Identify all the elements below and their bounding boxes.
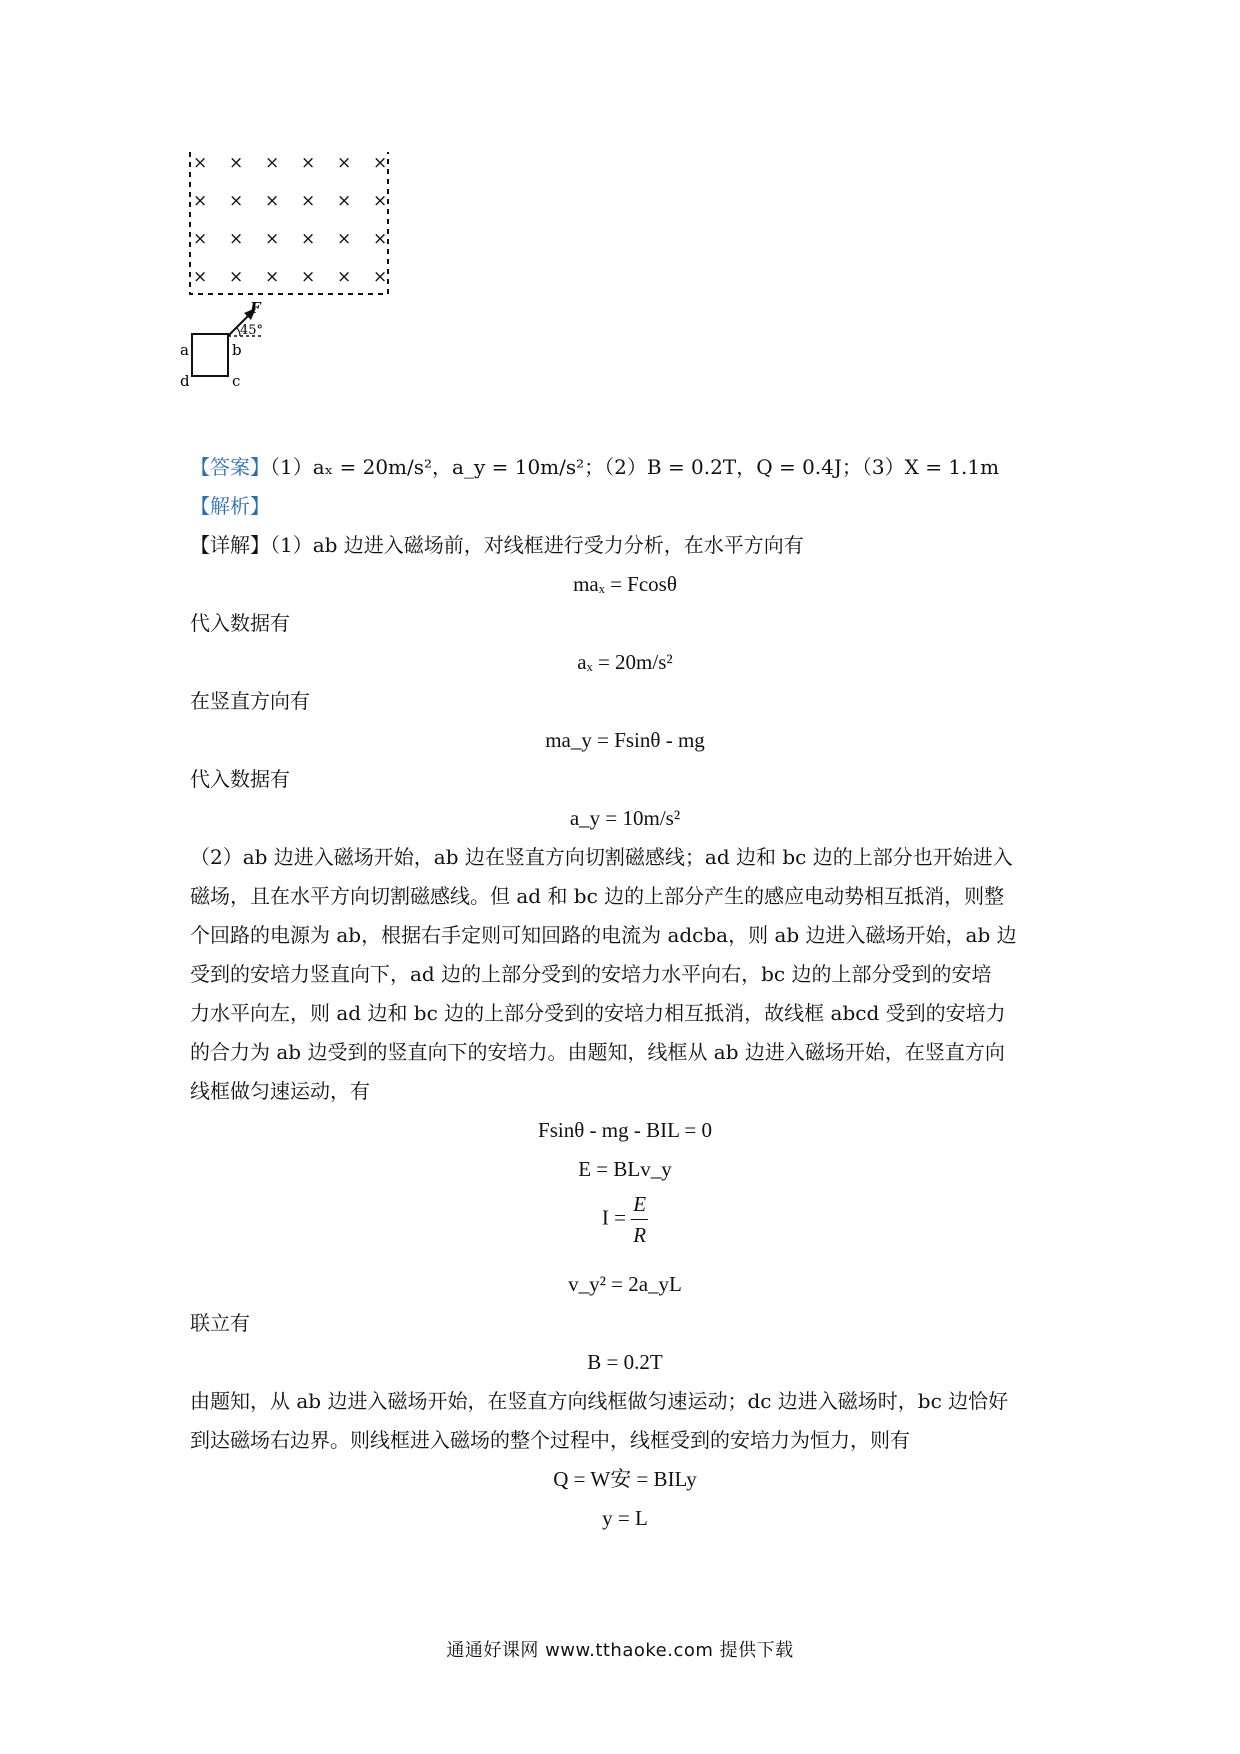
answer-line [190,448,1060,487]
equation-11: y = L [602,1506,648,1530]
field-cross: × [193,191,208,211]
angle-label: 45° [240,323,264,338]
page-footer: 通通好课网 www.tthaoke.com 提供下载 [446,1640,794,1661]
equation-6: E = BLv_y [578,1157,672,1181]
solution-content [190,448,1060,1538]
field-cross: × [301,153,316,173]
detail-tag: 【详解】 [190,533,270,557]
part2-line-4: 受到的安培力竖直向下，ad 边的上部分受到的安培力水平向右，bc 边的上部分受到的安培 [190,962,992,986]
field-cross: × [337,153,352,173]
substitute-label-2: 代入数据有 [190,767,290,791]
field-cross: × [373,267,388,287]
field-cross: × [337,191,352,211]
field-cross: × [265,267,280,287]
force-label: F [250,299,261,317]
equation-5: Fsinθ - mg - BIL = 0 [538,1118,712,1142]
analysis-tag: 【解析】 [190,494,270,518]
field-cross: × [193,229,208,249]
corner-c-label: c [232,372,241,390]
part2-line-3: 个回路的电源为 ab，根据右手定则可知回路的电流为 adcba，则 ab 边进入磁场开始，ab 边 [190,923,1017,947]
part2b-line-1: 由题知，从 ab 边进入磁场开始，在竖直方向线框做匀速运动；dc 边进入磁场时，bc 边恰好 [190,1389,1009,1413]
field-cross: × [265,191,280,211]
equation-7-denominator: R [633,1223,647,1247]
equation-10: Q = W安 = BILy [553,1467,697,1491]
equation-9: B = 0.2T [587,1350,663,1374]
equation-7 [190,1189,1060,1265]
magnetic-field-figure [180,150,470,440]
combine-label: 联立有 [190,1311,250,1335]
equation-4: a_y = 10m/s² [569,806,681,830]
field-cross: × [265,153,280,173]
field-cross: × [373,191,388,211]
equation-7-fraction [631,1189,648,1250]
part2-line-7: 线框做匀速运动，有 [190,1079,370,1103]
answer-tag: 【答案】 [190,455,270,479]
equation-1: maₓ = Fcosθ [573,572,677,596]
field-cross: × [301,267,316,287]
field-cross: × [373,153,388,173]
corner-a-label: a [180,341,189,359]
vertical-direction-label: 在竖直方向有 [190,689,310,713]
part2-line-6: 的合力为 ab 边受到的竖直向下的安培力。由题知，线框从 ab 边进入磁场开始，在竖直方向 [190,1040,1005,1064]
part2b-line-2: 到达磁场右边界。则线框进入磁场的整个过程中，线框受到的安培力为恒力，则有 [190,1428,910,1452]
coil-abcd [192,334,228,376]
field-cross: × [301,191,316,211]
field-crosses [193,153,387,287]
field-cross: × [229,153,244,173]
field-cross: × [301,229,316,249]
field-cross: × [229,267,244,287]
equation-7-lhs: I = [601,1205,626,1230]
equation-3: ma_y = Fsinθ - mg [545,728,705,752]
field-cross: × [265,229,280,249]
corner-b-label: b [232,341,242,359]
field-cross: × [229,191,244,211]
part2-line-2: 磁场，且在水平方向切割磁感线。但 ad 和 bc 边的上部分产生的感应电动势相互抵消，则整 [190,884,1005,908]
field-cross: × [373,229,388,249]
field-cross: × [193,267,208,287]
field-boundary [190,152,388,294]
part2-line-1: （2）ab 边进入磁场开始，ab 边在竖直方向切割磁感线；ad 边和 bc 边的上部分也开始进入 [190,845,1013,869]
field-diagram [180,150,470,440]
detail-intro-line [190,526,1060,565]
corner-d-label: d [180,372,190,390]
detail-intro: （1）ab 边进入磁场前，对线框进行受力分析，在水平方向有 [270,533,804,557]
substitute-label-1: 代入数据有 [190,611,290,635]
part2-line-5: 力水平向左，则 ad 边和 bc 边的上部分受到的安培力相互抵消，故线框 abcd 受到的安培力 [190,1001,1006,1025]
field-cross: × [337,229,352,249]
analysis-line [190,487,1060,526]
answer-text: （1）aₓ = 20m/s²，a_y = 10m/s²；（2）B = 0.2T，Q = 0.4J；（3）X = 1.1m [270,455,1000,479]
equation-7-numerator: E [631,1189,648,1220]
equation-2: aₓ = 20m/s² [577,650,673,674]
field-cross: × [229,229,244,249]
field-cross: × [193,153,208,173]
equation-8: v_y² = 2a_yL [568,1272,682,1296]
field-cross: × [337,267,352,287]
